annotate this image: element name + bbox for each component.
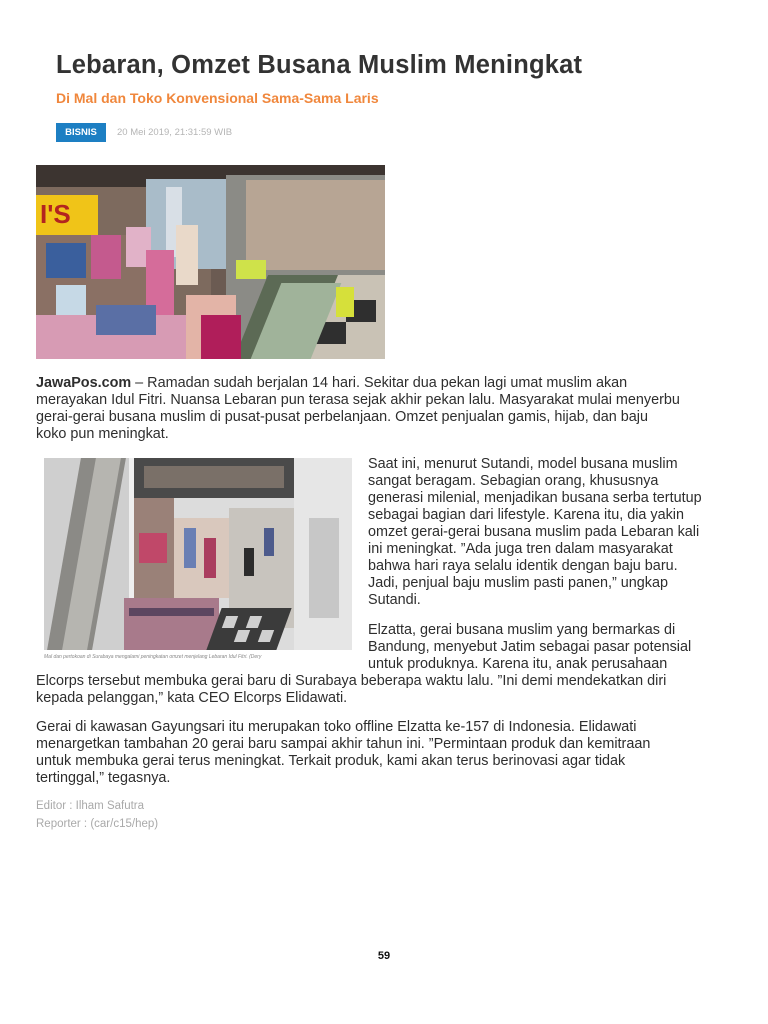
paragraph-2-line-2: sangat beragam. Sebagian orang, khususnya <box>368 473 659 489</box>
paragraph-2-line-1: Saat ini, menurut Sutandi, model busana muslim <box>368 456 678 472</box>
paragraph-2-line-6: ini meningkat. ”Ada juga tren dalam masyarakat <box>368 541 673 557</box>
reporter-credit: Reporter : (car/c15/hep) <box>36 818 159 830</box>
paragraph-1-line-3: gerai-gerai busana muslim di pusat-pusat perbelanjaan. Omzet penjualan gamis, hijab, dan baju <box>36 409 648 425</box>
article-subtitle: Di Mal dan Toko Konvensional Sama-Sama Laris <box>56 90 379 106</box>
photo-caption: Mal dan pertokoan di Surabaya mengalami peningkatan omzet menjelang Lebaran Idul Fitri. (Dery <box>44 654 262 660</box>
publish-date: 20 Mei 2019, 21:31:59 WIB <box>117 127 233 138</box>
paragraph-2-line-8: Jadi, penjual baju muslim pasti panen,” ungkap <box>368 575 668 591</box>
paragraph-2-line-4: sebagai bagian dari lifestyle. Karena itu, dia yakin <box>368 507 684 523</box>
editor-credit: Editor : Ilham Safutra <box>36 800 145 812</box>
article-photo-mall <box>36 165 385 359</box>
paragraph-1-line-2: merayakan Idul Fitri. Nuansa Lebaran pun terasa sejak akhir pekan lalu. Masyarakat mulai menyerbu <box>36 392 680 408</box>
paragraph-3-line-1: Elzatta, gerai busana muslim yang bermarkas di <box>368 622 676 638</box>
paragraph-2-line-9: Sutandi. <box>368 592 421 608</box>
paragraph-2-line-3: generasi milenial, menjadikan busana serba tertutup <box>368 490 702 506</box>
paragraph-4-line-4: tertinggal,” tegasnya. <box>36 770 171 786</box>
paragraph-4-line-3: untuk membuka gerai terus meningkat. Terkait produk, kami akan terus berinovasi agar tidak <box>36 753 626 769</box>
source-name: JawaPos.com <box>36 375 132 391</box>
paragraph-2-line-7: bahwa hari raya selalu identik dengan baju baru. <box>368 558 678 574</box>
paragraph-3-line-4: Elcorps tersebut membuka gerai baru di Surabaya beberapa waktu lalu. ”Ini demi mendekatkan diri <box>36 673 667 689</box>
article-photo-mall-overhead <box>44 458 352 650</box>
paragraph-3-line-3: untuk produknya. Karena itu, anak perusahaan <box>368 656 668 672</box>
paragraph-1-line-4: koko pun meningkat. <box>36 426 169 442</box>
paragraph-1-line-1: JawaPos.com – Ramadan sudah berjalan 14 hari. Sekitar dua pekan lagi umat muslim akan <box>36 375 628 391</box>
page-number: 59 <box>377 950 391 962</box>
paragraph-4-line-1: Gerai di kawasan Gayungsari itu merupakan toko offline Elzatta ke-157 di Indonesia. Elidawati <box>36 719 637 735</box>
paragraph-3-line-2: Bandung, menyebut Jatim sebagai pasar potensial <box>368 639 692 655</box>
article-title: Lebaran, Omzet Busana Muslim Meningkat <box>56 51 583 79</box>
paragraph-2-line-5: omzet gerai-gerai busana muslim pada Lebaran kali <box>368 524 700 540</box>
store-sign-text: I'S <box>40 199 71 229</box>
paragraph-3-line-5: kepada pelanggan,” kata CEO Elcorps Elidawati. <box>36 690 348 706</box>
category-badge[interactable]: BISNIS <box>56 123 106 142</box>
paragraph-4-line-2: menargetkan tambahan 20 gerai baru sampai akhir tahun ini. ”Permintaan produk dan kemitraan <box>36 736 651 752</box>
